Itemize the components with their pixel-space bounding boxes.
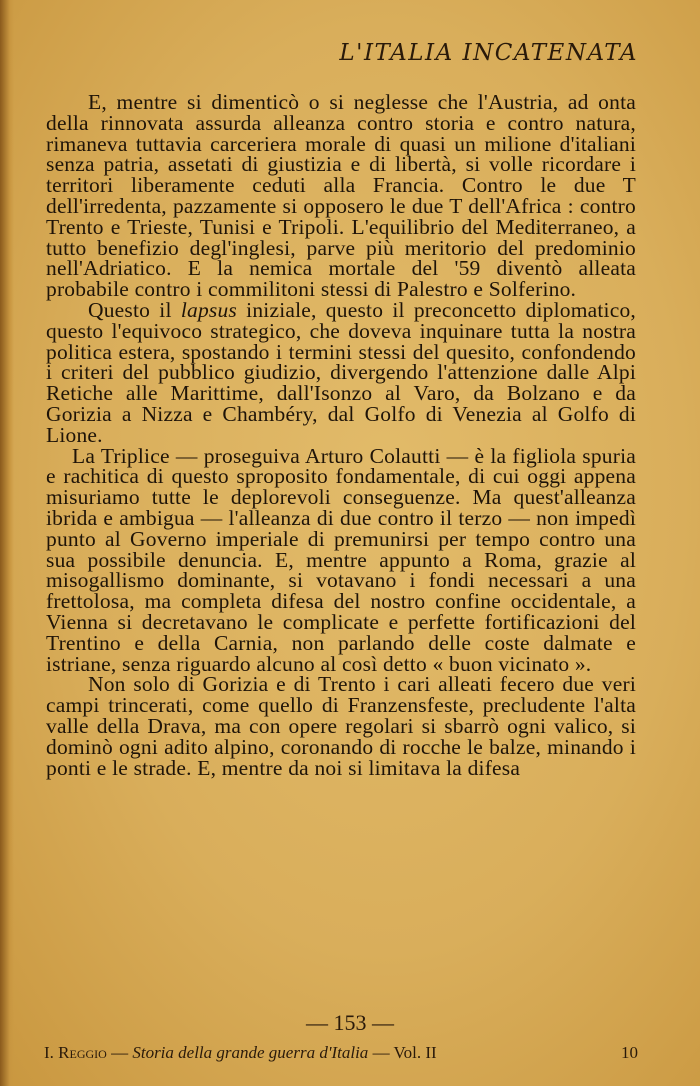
paragraph-3: La Triplice — proseguiva Arturo Colautti — è la figliola spuria e rachitica di questo sproposito fondamentale, di cui oggi appena misuriamo tutte le deplorevoli conseguenze. Ma quest'alleanza ibrida e ambigua — l'alleanza di due contro il terzo — non impedì punto al Governo imperiale di premunirsi per tempo contro una sua possibile denuncia. E, mentre appunto a Roma, grazie al misogallismo dominante, si votavano i fondi necessari a una frettolosa, ma completa difesa del nostro confine occidentale, a Vienna si decretavano le complicate e perfette fortificazioni del Trentino e della Carnia, non parlando delle coste dalmate e istriane, senza riguardo alcuno al così detto « buon vicinato ». (46, 443, 636, 676)
footer (44, 1043, 638, 1063)
footer-dash-2: — (368, 1043, 394, 1062)
footer-author-initial: I. (44, 1043, 59, 1062)
paragraph-2-text-a: Questo il (88, 297, 181, 322)
footer-volume: Vol. II (393, 1043, 437, 1062)
running-head: L'ITALIA INCATENATA (339, 40, 638, 66)
page-number: — 153 — (306, 1010, 394, 1035)
body-text (46, 92, 636, 778)
paragraph-4: Non solo di Gorizia e di Trento i cari alleati fecero due veri campi trincerati, come quello di Franzensfeste, precludente l'alta valle della Drava, ma con opere regolari si sbarrò ogni valico, si dominò ogni adito alpino, coronando di rocche le balze, minando i ponti e le strade. E, mentre da noi si limitava la difesa (46, 672, 636, 780)
footer-signature: 10 (621, 1043, 638, 1062)
footer-author-name: Reggio (58, 1043, 107, 1062)
paragraph-2 (46, 297, 636, 447)
page-edge-shadow (0, 0, 14, 1086)
paragraph-2-text-b: iniziale, questo il preconcetto diplomatico, questo l'equivoco strategico, che doveva inquinare tutta la nostra politica estera, spostando i termini stessi del quesito, confondendo i criteri del pubblico giudizio, divergendo l'attenzione dalle Alpi Retiche alle Marittime, dall'Isonzo al Varo, da Bolzano e da Gorizia a Nizza e Chambéry, dal Golfo di Venezia al Golfo di Lione. (46, 297, 636, 447)
footer-title: Storia della grande guerra d'Italia (132, 1043, 369, 1062)
paragraph-2-italic: lapsus (180, 297, 237, 322)
paragraph-1: E, mentre si dimenticò o si neglesse che l'Austria, ad onta della rinnovata assurda alleanza contro storia e contro natura, rimaneva tuttavia carceriera morale di quasi un milione d'italiani senza patria, assetati di giustizia e di libertà, si volle ricordare i territori liberamente ceduti alla Francia. Contro le due T dell'irredenta, pazzamente si opposero le due T dell'Africa : contro Trento e Trieste, Tunisi e Tripoli. L'equilibrio del Mediterraneo, a tutto benefizio degl'inglesi, parve più meritorio del predominio nell'Adriatico. E la nemica mortale del '59 diventò alleata probabile contro i commilitoni stessi di Palestro e Solferino. (46, 90, 636, 302)
footer-dash: — (106, 1043, 133, 1062)
footer-citation (44, 1043, 437, 1063)
